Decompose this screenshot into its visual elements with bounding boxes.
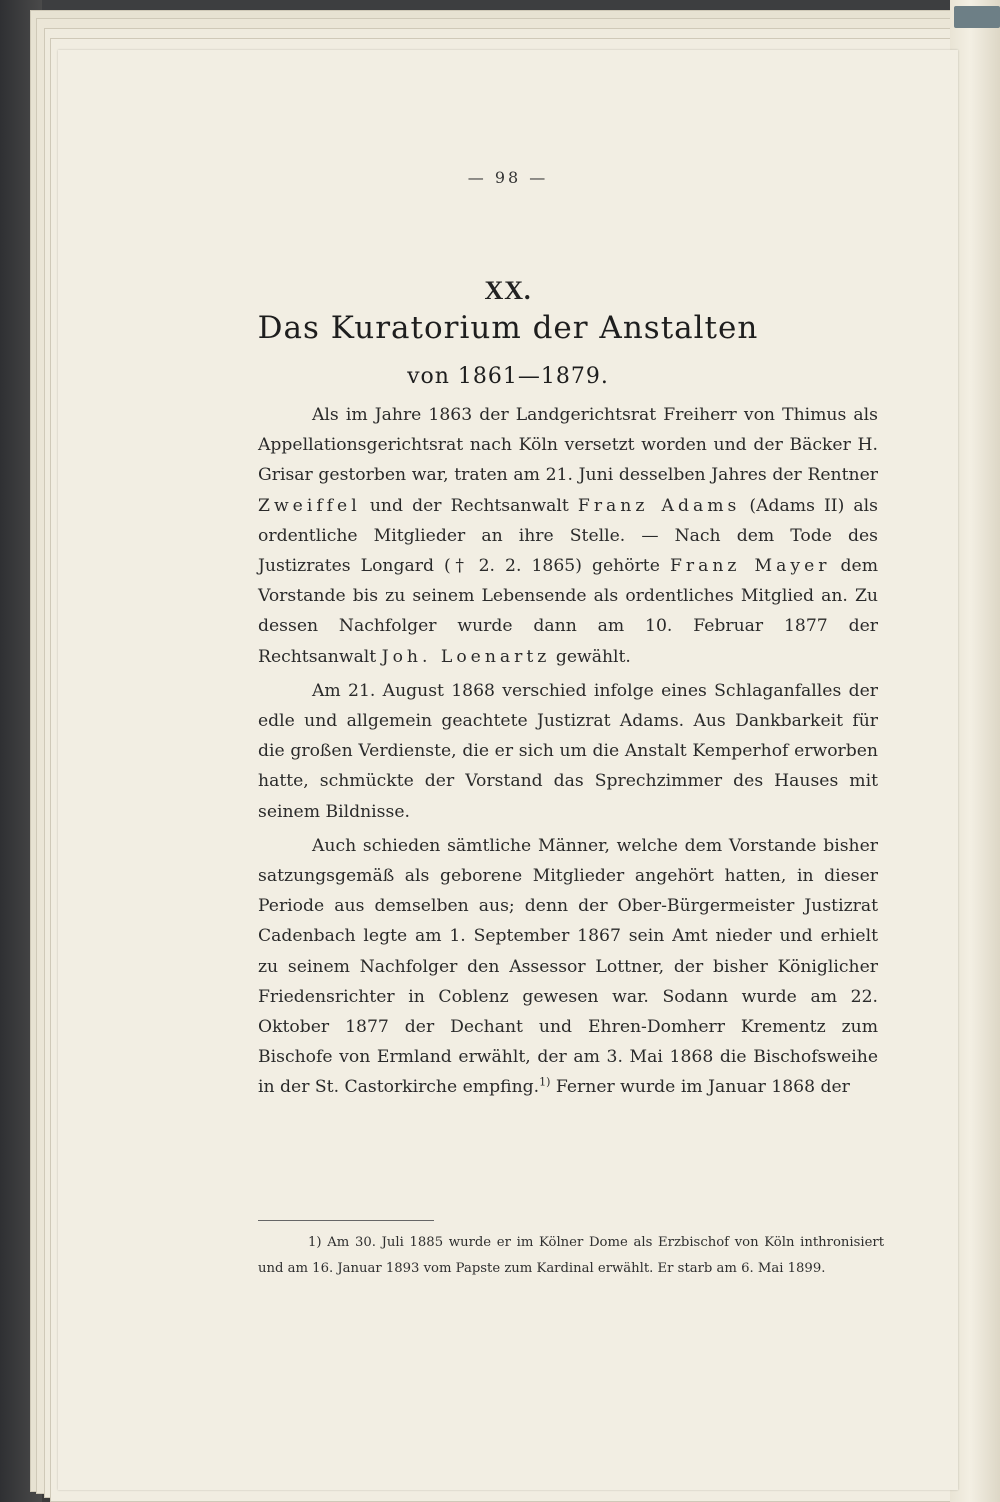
body-text [258, 400, 878, 1103]
chapter-number: XX. [484, 276, 532, 305]
book-page [58, 50, 958, 1490]
text-run: Als im Jahre 1863 der Landgerichtsrat Freiherr von Thimus als Appellationsgerichtsrat nach Köln versetzt worden und der Bäcker H. Grisar gestorben war, traten am 21. Juni desselben Jahres der Rentner [258, 405, 878, 486]
chapter-title: Das Kuratorium der Anstalten [257, 310, 759, 346]
text-run: dem Vorstande bis zu seinem Lebensende als ordentliches Mitglied an. Zu dessen Nachfolger wurde dann am 10. Februar 1877 der Rechtsanwalt [258, 556, 879, 667]
text-run: gewählt. [550, 646, 631, 667]
text-run: Ferner wurde im Januar 1868 der [550, 1077, 850, 1098]
footnote-divider [258, 1220, 434, 1221]
spaced-name: Zweiffel [258, 495, 361, 516]
paragraph [258, 400, 878, 672]
footnote-text: Am 30. Juli 1885 wurde er im Kölner Dome als Erzbischof von Köln inthronisiert und am 16. Januar 1893 vom Papste zum Kardinal erwählt. Er starb am 6. Mai 1899. [258, 1235, 884, 1276]
chapter-subtitle: von 1861—1879. [407, 364, 609, 389]
footnote-marker: 1) [308, 1235, 322, 1250]
text-run: (Adams II) als ordentliche Mitglieder an ihre Stelle. — Nach dem Tode des Justizrates Longard († 2. 2. 1865) gehörte [258, 495, 878, 577]
spaced-name: Joh. Loenartz [381, 646, 551, 667]
footnote [258, 1230, 884, 1282]
paragraph [258, 831, 878, 1103]
paragraph: Am 21. August 1868 verschied infolge eines Schlaganfalles der edle und allgemein geachtete Justizrat Adams. Aus Dankbarkeit für die großen Verdienste, die er sich um die Anstalt Kemperhof erworben hatte, schmückte der Vorstand das Sprechzimmer des Hauses mit seinem Bildnisse. [258, 680, 878, 822]
spaced-name: Franz Adams [577, 495, 741, 516]
footnote-reference[interactable]: 1) [539, 1075, 551, 1089]
page-number: — 98 — [467, 168, 549, 187]
spaced-name: Franz Mayer [669, 556, 831, 577]
text-run: Auch schieden sämtliche Männer, welche dem Vorstande bisher satzungsgemäß als geborene Mitglieder angehört hatten, in dieser Periode aus demselben aus; denn der Ober-Bürgermeister Justizrat Cadenbach legte am 1. September 1867 sein Amt nieder und erhielt zu seinem Nachfolger den Assessor Lottner, der bisher Königlicher Friedensrichter in Coblenz gewesen war. Sodann wurde am 22. Oktober 1877 der Dechant und Ehren-Domherr Krementz zum Bischofe von Ermland erwählt, der am 3. Mai 1868 die Bischofsweihe in der St. Castorkirche empfing. [258, 835, 878, 1098]
spine-tab [954, 6, 1000, 28]
text-run: und der Rechtsanwalt [360, 495, 578, 516]
